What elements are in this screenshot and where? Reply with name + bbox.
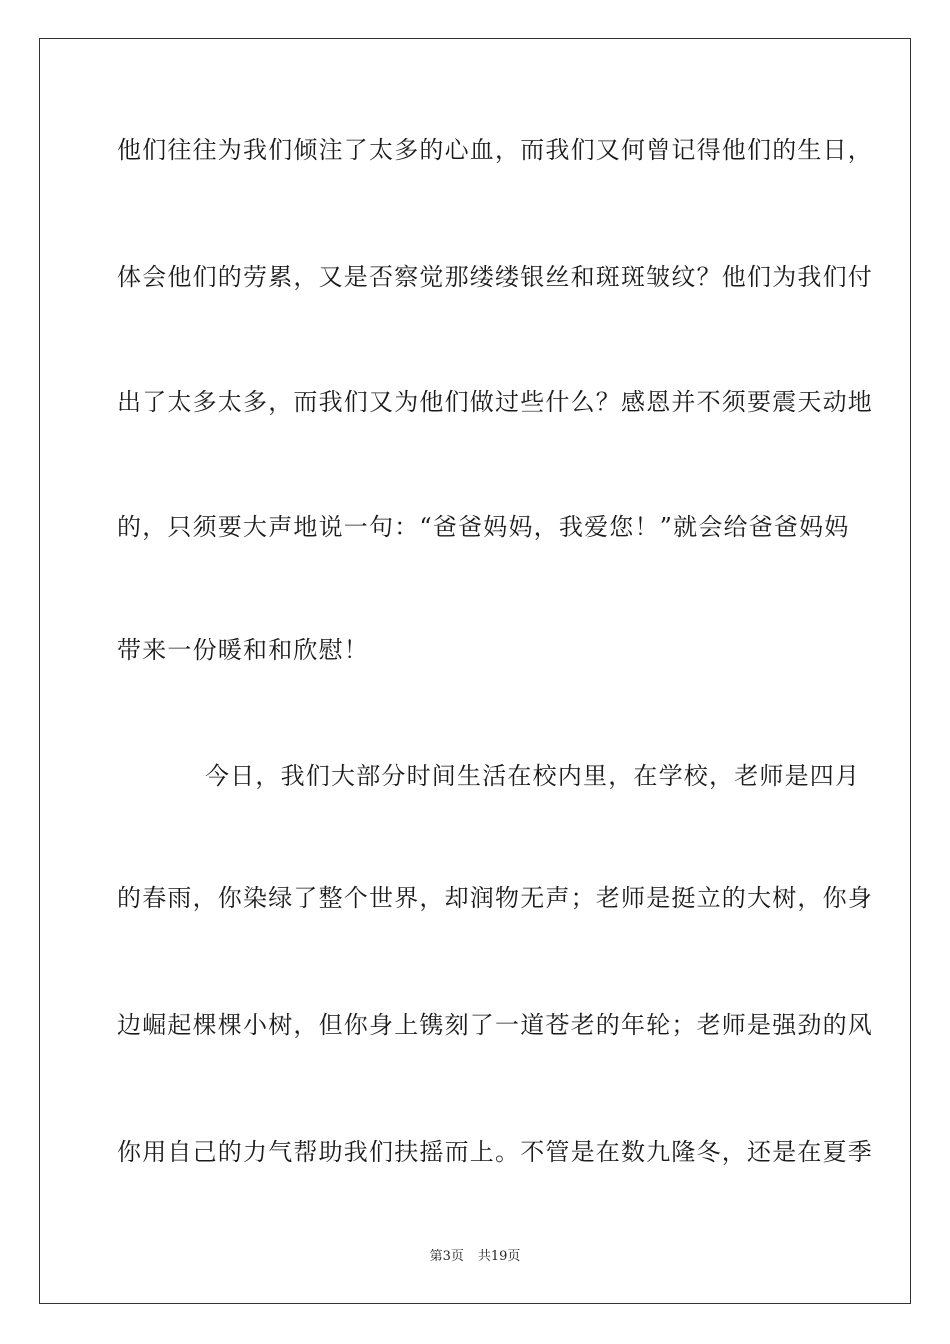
text-line-3: 出了太多太多，而我们又为他们做过些什么？感恩并不须要震天动地	[117, 388, 873, 416]
text-line-5: 带来一份暖和和欣慰！	[117, 636, 369, 664]
text-line-2: 体会他们的劳累，又是否察觉那缕缕银丝和斑斑皱纹？他们为我们付	[117, 263, 873, 291]
page-border	[39, 38, 911, 1304]
total-pages: 共19页	[477, 1249, 521, 1264]
text-line-9: 你用自己的力气帮助我们扶摇而上。不管是在数九隆冬，还是在夏季	[117, 1138, 873, 1166]
page-footer	[0, 1248, 950, 1266]
text-line-1: 他们往往为我们倾注了太多的心血，而我们又何曾记得他们的生日，	[117, 136, 873, 164]
text-line-7: 的春雨，你染绿了整个世界，却润物无声；老师是挺立的大树，你身	[117, 884, 873, 912]
page-number: 第3页	[429, 1249, 464, 1264]
text-line-4: 的，只须要大声地说一句：“爸爸妈妈，我爱您！”就会给爸爸妈妈	[117, 513, 850, 541]
text-line-6-paragraph-start: 今日，我们大部分时间生活在校内里，在学校，老师是四月	[205, 762, 861, 790]
text-line-8: 边崛起棵棵小树，但你身上镌刻了一道苍老的年轮；老师是强劲的风	[117, 1011, 873, 1039]
